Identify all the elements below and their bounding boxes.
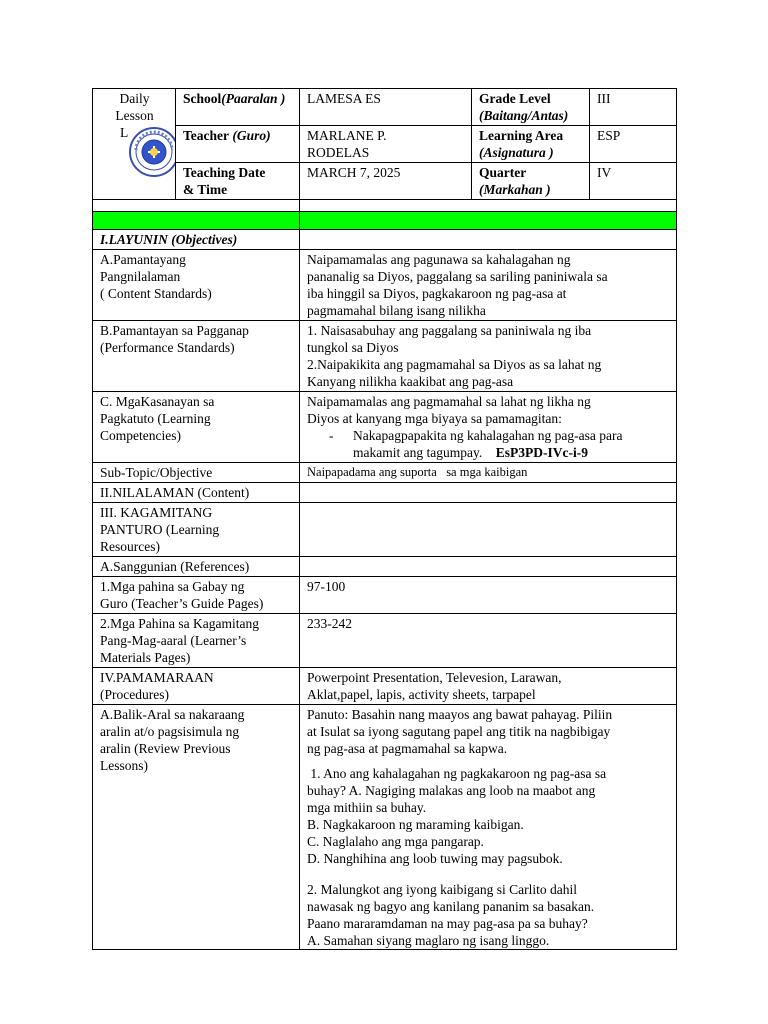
area-label: Learning Area: [479, 128, 564, 143]
area-value: ESP: [590, 126, 677, 163]
review-instructions: Panuto: Basahin nang maayos ang bawat pahayag. Piliin at Isulat sa iyong sagutang papel ang titik na nagbibigay ng pag-asa at pagmamahal sa kapwa.: [307, 707, 613, 756]
school-label-cell: [176, 89, 300, 126]
performance-standards-value: 1. Naisasabuhay ang paggalang sa paniniwala ng iba tungkol sa Diyos 2.Naipakikita ang pagmamahal sa Diyos as sa lahat ng Kanyang nilikha kaakibat ang pag-asa: [300, 321, 677, 392]
quarter-value: IV: [590, 163, 677, 200]
grade-label: Grade Level: [479, 91, 551, 106]
school-value: LAMESA ES: [300, 89, 472, 126]
dll-title-line3: L: [120, 125, 129, 140]
teachers-guide-label: 1.Mga pahina sa Gabay ng Guro (Teacher’s Guide Pages): [93, 577, 300, 614]
spacer-row: [93, 200, 677, 212]
question-2: 2. Malungkot ang iyong kaibigang si Carlito dahil nawasak ng bagyo ang kanilang pananim sa basakan. Paano mararamdaman na may pag-asa pa sa buhay? A. Samahan siyang maglaro ng isang linggo.: [307, 882, 595, 948]
school-label-italic: (Paaralan ): [221, 91, 286, 106]
procedures-value: Powerpoint Presentation, Televesion, Larawan, Aklat,papel, lapis, activity sheets, tarpapel: [300, 668, 677, 705]
review-value: [300, 705, 677, 950]
school-label: School: [183, 91, 222, 106]
teacher-label: Teacher: [183, 128, 229, 143]
references-value: [300, 557, 677, 577]
teacher-label-italic: (Guro): [232, 128, 271, 143]
quarter-label-cell: [472, 163, 590, 200]
learners-materials-value: 233-242: [300, 614, 677, 668]
teacher-value-cell: [300, 126, 472, 163]
content-standards-value: Naipamamalas ang pagunawa sa kahalagahan ng pananalig sa Diyos, paggalang sa sariling paniniwala sa iba hinggil sa Diyos, pagkakaroon ng pag-asa at pagmamahal bilang isang nilikha: [300, 250, 677, 321]
grade-label-cell: [472, 89, 590, 126]
date-value: MARCH 7, 2025: [300, 163, 472, 200]
teacher-value-2: RODELAS: [307, 145, 370, 160]
quarter-label: Quarter: [479, 165, 527, 180]
competencies-value: Naipamamalas ang pagmamahal sa lahat ng likha ng Diyos at kanyang mga biyaya sa pamamagitan: - Nakapagpapakita ng kahalagahan ng pag-asa para makamit ang tagumpay. EsP3PD-IVc-i-9: [300, 392, 677, 463]
quarter-label-italic: (Markahan ): [479, 182, 551, 197]
grade-label-italic: (Baitang/Antas): [479, 108, 569, 123]
question-1: 1. Ano ang kahalagahan ng pagkakaroon ng pag-asa sa buhay? A. Nagiging malakas ang loob na maabot ang mga mithiin sa buhay. B. Nagkakaroon ng maraming kaibigan. C. Naglalaho ang mga pangarap. D. Nanghihina ang loob tuwing may pagsubok.: [307, 766, 607, 866]
content-value: [300, 483, 677, 503]
area-label-italic: (Asignatura ): [479, 145, 554, 160]
objectives-title: I.LAYUNIN (Objectives): [93, 230, 300, 250]
subtopic-label: Sub-Topic/Objective: [93, 463, 300, 483]
teachers-guide-value: 97-100: [300, 577, 677, 614]
area-label-cell: [472, 126, 590, 163]
dll-title-cell: [93, 89, 176, 200]
dll-title-line2: Lesson: [115, 108, 154, 123]
daily-lesson-log-table: [92, 88, 677, 950]
deped-seal-icon: [128, 126, 176, 178]
content-standards-label: A.Pamantayang Pangnilalaman ( Content Standards): [93, 250, 300, 321]
review-label: A.Balik-Aral sa nakaraang aralin at/o pagsisimula ng aralin (Review Previous Lessons): [93, 705, 300, 950]
subtopic-value: Naipapadama ang suporta sa mga kaibigan: [300, 463, 677, 483]
content-label: II.NILALAMAN (Content): [93, 483, 300, 503]
competency-code: EsP3PD-IVc-i-9: [495, 445, 588, 460]
procedures-label: IV.PAMAMARAAN (Procedures): [93, 668, 300, 705]
performance-standards-label: B.Pamantayan sa Pagganap (Performance Standards): [93, 321, 300, 392]
teacher-value-1: MARLANE P.: [307, 128, 387, 143]
learning-resources-label: III. KAGAMITANG PANTURO (Learning Resources): [93, 503, 300, 557]
references-label: A.Sanggunian (References): [93, 557, 300, 577]
learning-resources-value: [300, 503, 677, 557]
dll-title-line1: Daily: [119, 91, 150, 106]
date-label-1: Teaching Date: [183, 165, 266, 180]
date-label-cell: [176, 163, 300, 200]
learners-materials-label: 2.Mga Pahina sa Kagamitang Pang-Mag-aaral (Learner’s Materials Pages): [93, 614, 300, 668]
teacher-label-cell: [176, 126, 300, 163]
green-divider-row: [93, 212, 677, 230]
competency-list-item: - Nakapagpapakita ng kahalagahan ng pag-asa para makamit ang tagumpay. EsP3PD-IVc-i-9: [329, 428, 623, 460]
competencies-label: C. MgaKasanayan sa Pagkatuto (Learning Competencies): [93, 392, 300, 463]
grade-value: III: [590, 89, 677, 126]
date-label-2: & Time: [183, 182, 228, 197]
